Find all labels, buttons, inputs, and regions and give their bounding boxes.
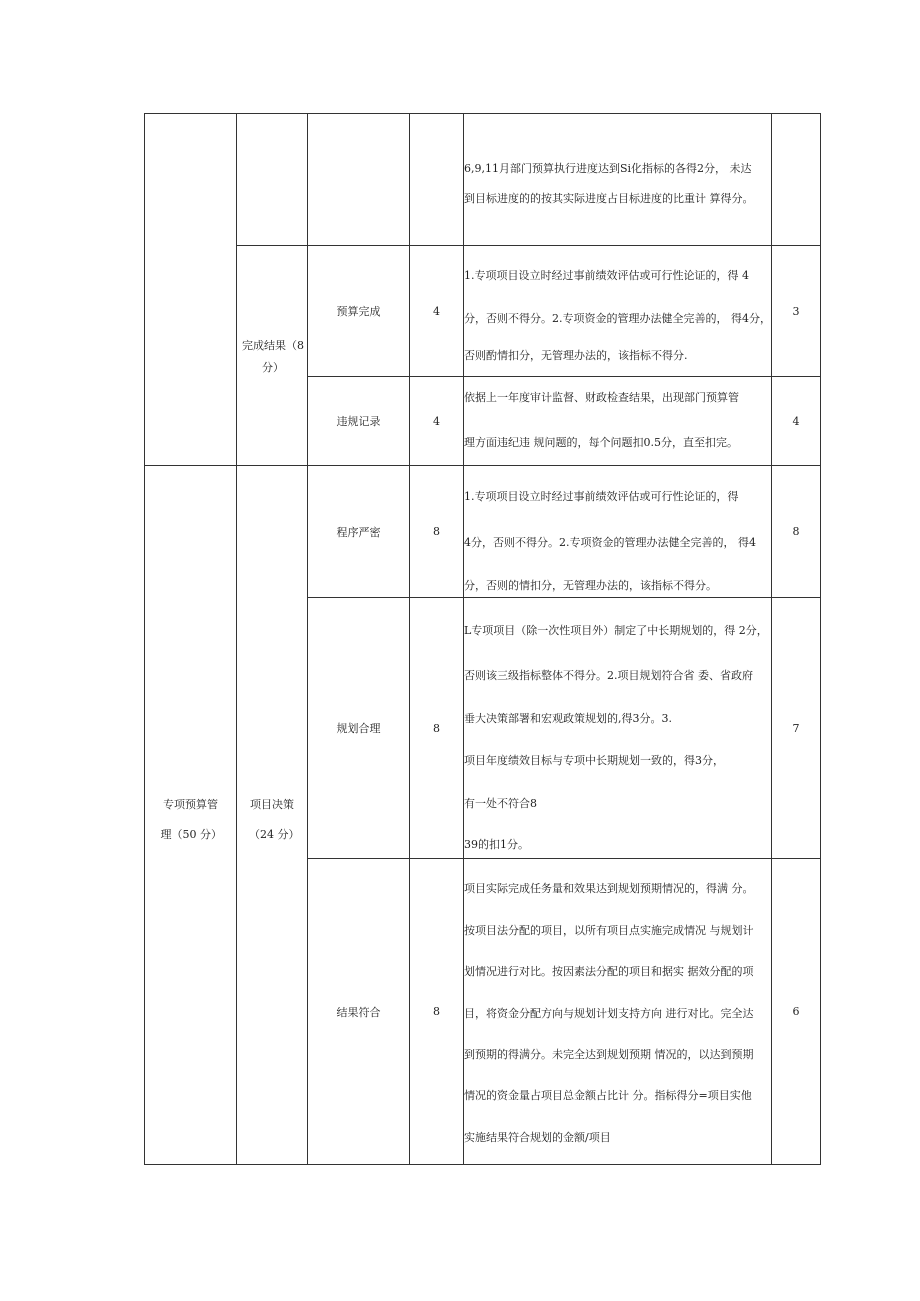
- table-row: [145, 114, 821, 246]
- criteria-line: 项目实际完成任务量和效果达到规划预期情况的，得满 分。: [464, 882, 754, 895]
- level1-cell: [145, 466, 237, 1165]
- criteria-cell: [464, 246, 772, 377]
- level1-label: 专项预算管理（50 分）: [160, 798, 222, 841]
- weight-cell: 8: [410, 466, 464, 598]
- weight-cell: 8: [410, 598, 464, 859]
- score-cell: 3: [772, 246, 821, 377]
- score-cell: 4: [772, 377, 821, 466]
- criteria-line: 项目年度绩效目标与专项中长期规划一致的，得3分，: [464, 754, 724, 767]
- level2-cell-empty: [237, 114, 308, 246]
- criteria-line: 1.专项项目设立时经过事前绩效评估或可行性论证的，得: [464, 490, 739, 503]
- criteria-line: 依据上一年度审计监督、财政检查结果，出现部门预算管: [464, 391, 739, 404]
- criteria-line: 1.专项项目设立时经过事前绩效评估或可行性论证的，得 4: [464, 269, 749, 282]
- criteria-cell: [464, 466, 772, 598]
- weight-cell-empty: [410, 114, 464, 246]
- criteria-line: 垂大决策部署和宏观政策规划的,得3分。3.: [464, 712, 672, 725]
- level2-cell: [237, 246, 308, 466]
- level1-cell-empty: [145, 114, 237, 466]
- criteria-line: 目，将资金分配方向与规划计划支持方向 进行对比。完全达: [464, 1007, 754, 1020]
- weight-cell: 4: [410, 246, 464, 377]
- level3-cell: 违规记录: [308, 377, 410, 466]
- criteria-line: 实施结果符合规划的金额/项目: [464, 1131, 611, 1144]
- criteria-line: 有一处不符合8: [464, 797, 537, 810]
- level3-cell: 规划合理: [308, 598, 410, 859]
- criteria-line: 否则该三级指标整体不得分。2.项目规划符合省 委、省政府: [464, 669, 753, 682]
- criteria-line: L专项项目（除一次性项目外）制定了中长期规划的，得 2分，: [464, 624, 768, 637]
- criteria-cell: [464, 859, 772, 1165]
- criteria-line: 分，否则的情扣分，无管理办法的，该指标不得分。: [464, 579, 717, 592]
- level2-label: 项目决策（24 分）: [249, 798, 300, 841]
- score-cell: 6: [772, 859, 821, 1165]
- criteria-line: 划情况进行对比。按因素法分配的项目和据实 据效分配的项: [464, 965, 754, 978]
- criteria-line: 按项目法分配的项目，以所有项目点实施完成情况 与规划计: [464, 924, 754, 937]
- level3-cell-empty: [308, 114, 410, 246]
- criteria-line: 分，否则不得分。2.专项资金的管理办法健全完善的， 得4分，: [464, 312, 771, 325]
- level3-cell: 结果符合: [308, 859, 410, 1165]
- score-table: [144, 113, 821, 1165]
- score-cell: 8: [772, 466, 821, 598]
- criteria-line: 理方面违纪违 规问题的，每个问题扣0.5分，直至扣完。: [464, 436, 738, 449]
- level3-cell: 预算完成: [308, 246, 410, 377]
- criteria-line: 情况的资金量占项目总金额占比计 分。指标得分=项目实他: [464, 1089, 752, 1102]
- level2-cell: [237, 466, 308, 1165]
- score-cell: 7: [772, 598, 821, 859]
- criteria-cell: [464, 377, 772, 466]
- criteria-line: 否则酌情扣分，无管理办法的，该指标不得分.: [464, 349, 688, 362]
- weight-cell: 8: [410, 859, 464, 1165]
- weight-cell: 4: [410, 377, 464, 466]
- criteria-line: 到目标进度的的按其实际进度占目标进度的比重计 算得分。: [464, 192, 754, 205]
- level3-cell: 程序严密: [308, 466, 410, 598]
- criteria-cell: [464, 114, 772, 246]
- criteria-line: 6,9,11月部门预算执行进度达到Si化指标的各得2分， 未达: [464, 162, 752, 175]
- table-row: [145, 246, 821, 377]
- score-cell-empty: [772, 114, 821, 246]
- criteria-line: 到预期的得满分。未完全达到规划预期 情况的，以达到预期: [464, 1048, 754, 1061]
- criteria-cell: [464, 598, 772, 859]
- table-row: [145, 466, 821, 598]
- criteria-line: 4分，否则不得分。2.专项资金的管理办法健全完善的， 得4: [464, 536, 756, 549]
- level2-label: 完成结果（8分）: [242, 339, 304, 374]
- criteria-line: 39的扣1分。: [464, 838, 529, 851]
